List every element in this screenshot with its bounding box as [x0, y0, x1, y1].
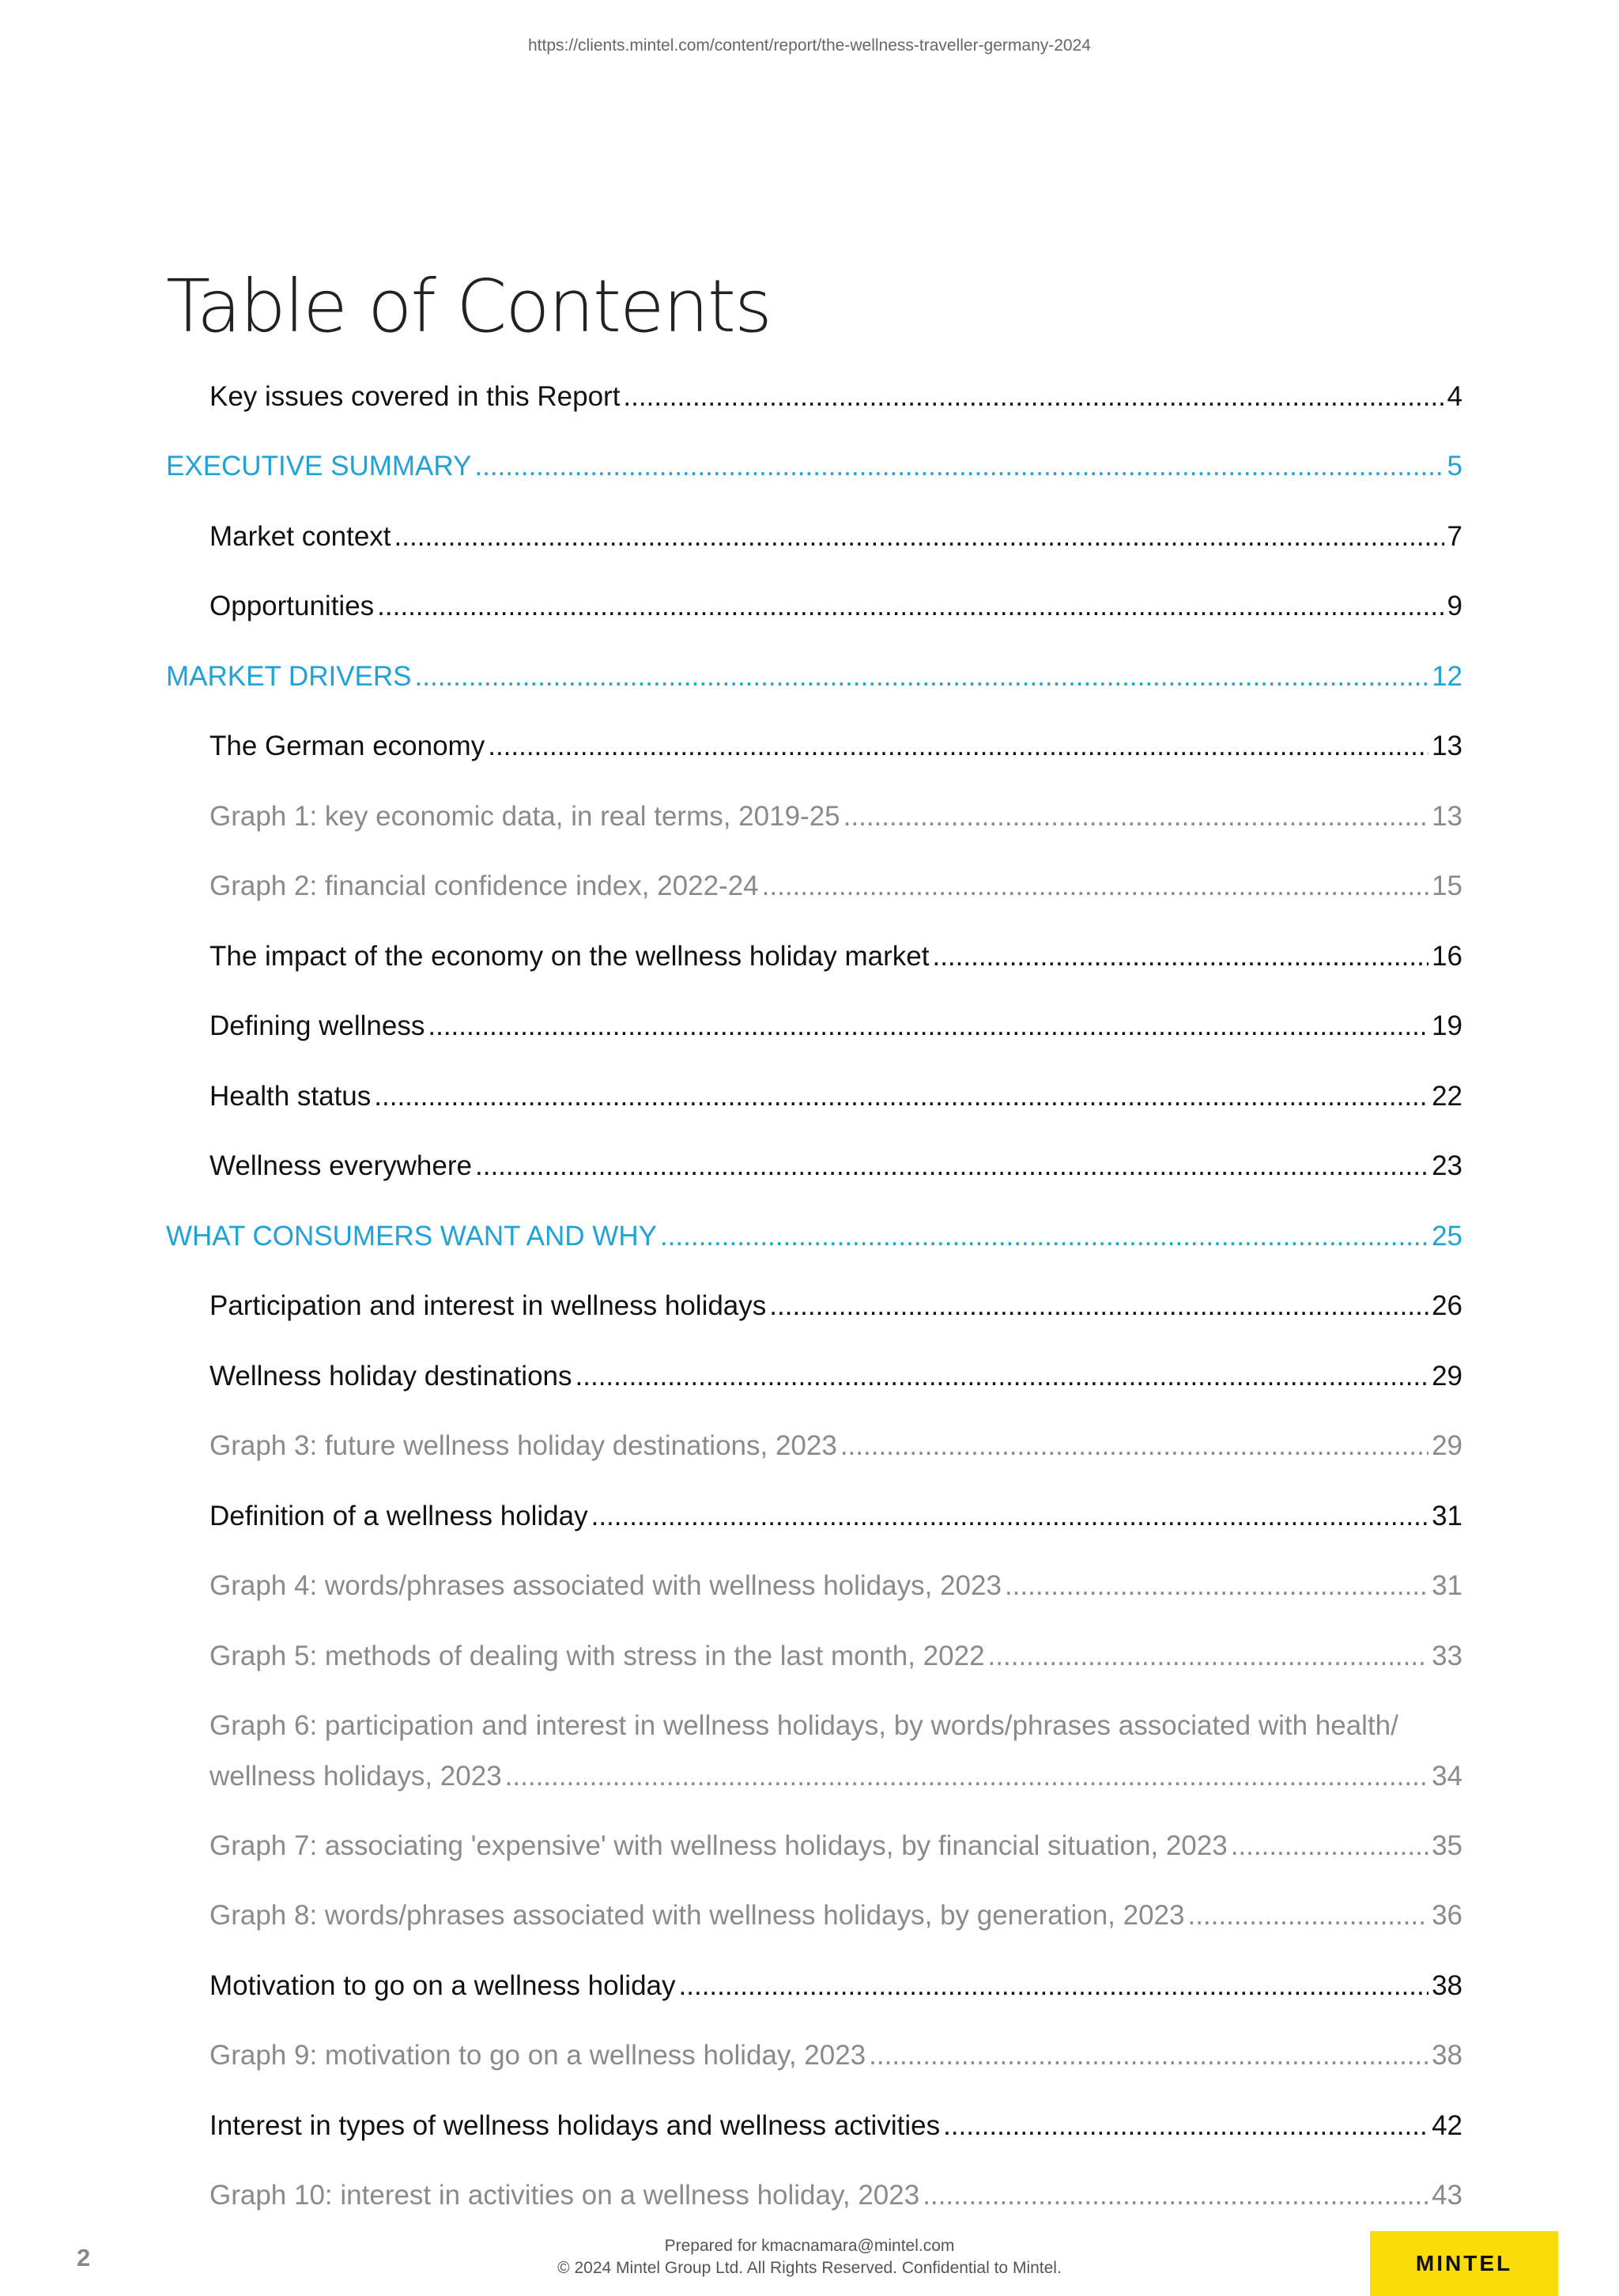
toc-dot-leader [1005, 1561, 1428, 1611]
toc-entry-motivation[interactable] [209, 1961, 1462, 2011]
toc-dot-leader [679, 1961, 1429, 2011]
toc-entry-definition[interactable] [209, 1491, 1462, 1542]
toc-entry-page: 9 [1447, 591, 1462, 621]
toc-dot-leader [394, 512, 1444, 562]
toc-entry-market-context[interactable] [209, 512, 1462, 562]
toc-entry-title: WHAT CONSUMERS WANT AND WHY [166, 1221, 657, 1252]
toc-entry-title: Defining wellness [209, 1010, 425, 1041]
toc-section-executive-summary[interactable] [166, 441, 1462, 492]
toc-entry-page: 29 [1432, 1430, 1462, 1461]
toc-entry-page: 33 [1432, 1641, 1462, 1671]
toc-entry-page: 36 [1432, 1900, 1462, 1931]
toc-entry-page: 25 [1432, 1221, 1462, 1252]
mintel-logo: MINTEL [1370, 2231, 1558, 2296]
toc-entry-key-issues[interactable] [209, 372, 1462, 422]
toc-entry-title: Wellness holiday destinations [209, 1361, 572, 1392]
toc-entry-page: 15 [1432, 870, 1462, 901]
toc-entry-line [209, 1751, 1462, 1802]
toc-entry-health-status[interactable] [209, 1071, 1462, 1122]
toc-entry-page: 13 [1432, 801, 1462, 832]
toc-dot-leader [923, 2170, 1428, 2221]
page-title: Table of Contents [166, 264, 771, 349]
toc-dot-leader [474, 441, 1444, 492]
toc-entry-german-economy[interactable] [209, 721, 1462, 772]
toc-entry-page: 43 [1432, 2180, 1462, 2211]
toc-entry-opportunities[interactable] [209, 581, 1462, 632]
footer-prepared-for: Prepared for kmacnamara@mintel.com [664, 2237, 955, 2255]
toc-entry-title: Graph 1: key economic data, in real terms, 2019-25 [209, 801, 840, 832]
toc-entry-title: Interest in types of wellness holidays and wellness activities [209, 2110, 941, 2141]
toc-dot-leader [660, 1211, 1428, 1262]
toc-entry-title-continued: wellness holidays, 2023 [209, 1761, 502, 1792]
toc-entry-wellness-everywhere[interactable] [209, 1141, 1462, 1191]
toc-entry-types-activities[interactable] [209, 2101, 1462, 2151]
toc-graph-5[interactable] [209, 1631, 1462, 1682]
toc-entry-page: 35 [1432, 1830, 1462, 1861]
toc-entry-title: Graph 7: associating 'expensive' with wellness holidays, by financial situation, 2023 [209, 1830, 1228, 1861]
toc-dot-leader [843, 791, 1428, 842]
toc-entry-title: Wellness everywhere [209, 1150, 472, 1181]
toc-entry-page: 4 [1447, 381, 1462, 412]
toc-dot-leader [475, 1141, 1428, 1191]
toc-entry-page: 19 [1432, 1010, 1462, 1041]
toc-dot-leader [769, 1281, 1428, 1331]
toc-dot-leader [869, 2030, 1428, 2081]
toc-section-what-consumers-want[interactable] [166, 1211, 1462, 1262]
toc-entry-page: 23 [1432, 1150, 1462, 1181]
toc-dot-leader [428, 1001, 1428, 1052]
toc-entry-destinations[interactable] [209, 1351, 1462, 1402]
toc-graph-7[interactable] [209, 1821, 1462, 1871]
toc-entry-page: 38 [1432, 2040, 1462, 2071]
toc-entry-page: 5 [1447, 451, 1462, 481]
toc-entry-title: Graph 3: future wellness holiday destinations, 2023 [209, 1430, 837, 1461]
toc-entry-title: Health status [209, 1081, 372, 1112]
toc-entry-defining-wellness[interactable] [209, 1001, 1462, 1052]
toc-entry-page: 16 [1432, 941, 1462, 972]
toc-entry-title: Participation and interest in wellness holidays [209, 1290, 767, 1321]
toc-entry-title: MARKET DRIVERS [166, 661, 412, 692]
toc-dot-leader [932, 931, 1428, 982]
toc-entry-page: 34 [1432, 1761, 1462, 1792]
toc-entry-title: Graph 6: participation and interest in wellness holidays, by words/phrases associated with health/ [209, 1710, 1398, 1741]
footer-copyright: © 2024 Mintel Group Ltd. All Rights Reserved. Confidential to Mintel. [557, 2259, 1062, 2277]
toc-entry-title: Opportunities [209, 591, 375, 621]
toc-entry-title: The impact of the economy on the wellness holiday market [209, 941, 930, 972]
toc-entry-page: 7 [1447, 521, 1462, 552]
toc-entry-economy-impact[interactable] [209, 931, 1462, 982]
toc-dot-leader [377, 581, 1444, 632]
toc-dot-leader [591, 1491, 1428, 1542]
toc-graph-9[interactable] [209, 2030, 1462, 2081]
toc-entry-page: 22 [1432, 1081, 1462, 1112]
toc-entry-title: Market context [209, 521, 391, 552]
toc-entry-title: Graph 10: interest in activities on a wellness holiday, 2023 [209, 2180, 920, 2211]
toc-graph-1[interactable] [209, 791, 1462, 842]
toc-entry-page: 26 [1432, 1290, 1462, 1321]
toc-dot-leader [840, 1421, 1428, 1471]
toc-entry-page: 12 [1432, 661, 1462, 692]
toc-entry-title: Key issues covered in this Report [209, 381, 621, 412]
toc-graph-6[interactable] [209, 1701, 1462, 1802]
toc-dot-leader [1231, 1821, 1428, 1871]
toc-dot-leader [576, 1351, 1429, 1402]
toc-entry-title: Graph 5: methods of dealing with stress in the last month, 2022 [209, 1641, 985, 1671]
toc-graph-4[interactable] [209, 1561, 1462, 1611]
toc-entry-title: Graph 9: motivation to go on a wellness holiday, 2023 [209, 2040, 866, 2071]
page-url: https://clients.mintel.com/content/report/the-wellness-traveller-germany-2024 [528, 36, 1091, 55]
toc-entry-title: Motivation to go on a wellness holiday [209, 1970, 676, 2001]
page-number: 2 [77, 2244, 91, 2271]
toc-entry-page: 42 [1432, 2110, 1462, 2141]
toc-section-market-drivers[interactable] [166, 651, 1462, 702]
toc-entry-page: 38 [1432, 1970, 1462, 2001]
toc-entry-page: 13 [1432, 731, 1462, 761]
toc-dot-leader [374, 1071, 1428, 1122]
toc-graph-3[interactable] [209, 1421, 1462, 1471]
toc-entry-title: Graph 4: words/phrases associated with wellness holidays, 2023 [209, 1570, 1002, 1601]
toc-entry-title: Graph 2: financial confidence index, 2022-24 [209, 870, 759, 901]
toc-graph-2[interactable] [209, 861, 1462, 912]
toc-entry-page: 31 [1432, 1501, 1462, 1531]
toc-dot-leader [623, 372, 1444, 422]
toc-entry-title: Definition of a wellness holiday [209, 1501, 588, 1531]
toc-graph-10[interactable] [209, 2170, 1462, 2221]
toc-dot-leader [415, 651, 1429, 702]
toc-entry-title: EXECUTIVE SUMMARY [166, 451, 472, 481]
toc-entry-page: 29 [1432, 1361, 1462, 1392]
toc-entry-page: 31 [1432, 1570, 1462, 1601]
toc-dot-leader [1187, 1890, 1428, 1941]
toc-entry-title: Graph 8: words/phrases associated with wellness holidays, by generation, 2023 [209, 1900, 1185, 1931]
toc-dot-leader [488, 721, 1428, 772]
toc-dot-leader [943, 2101, 1428, 2151]
toc-entry-participation-interest[interactable] [209, 1281, 1462, 1331]
toc-graph-8[interactable] [209, 1890, 1462, 1941]
toc-dot-leader [988, 1631, 1429, 1682]
toc-dot-leader [762, 861, 1428, 912]
toc-dot-leader [505, 1751, 1428, 1802]
toc-entry-title: The German economy [209, 731, 485, 761]
